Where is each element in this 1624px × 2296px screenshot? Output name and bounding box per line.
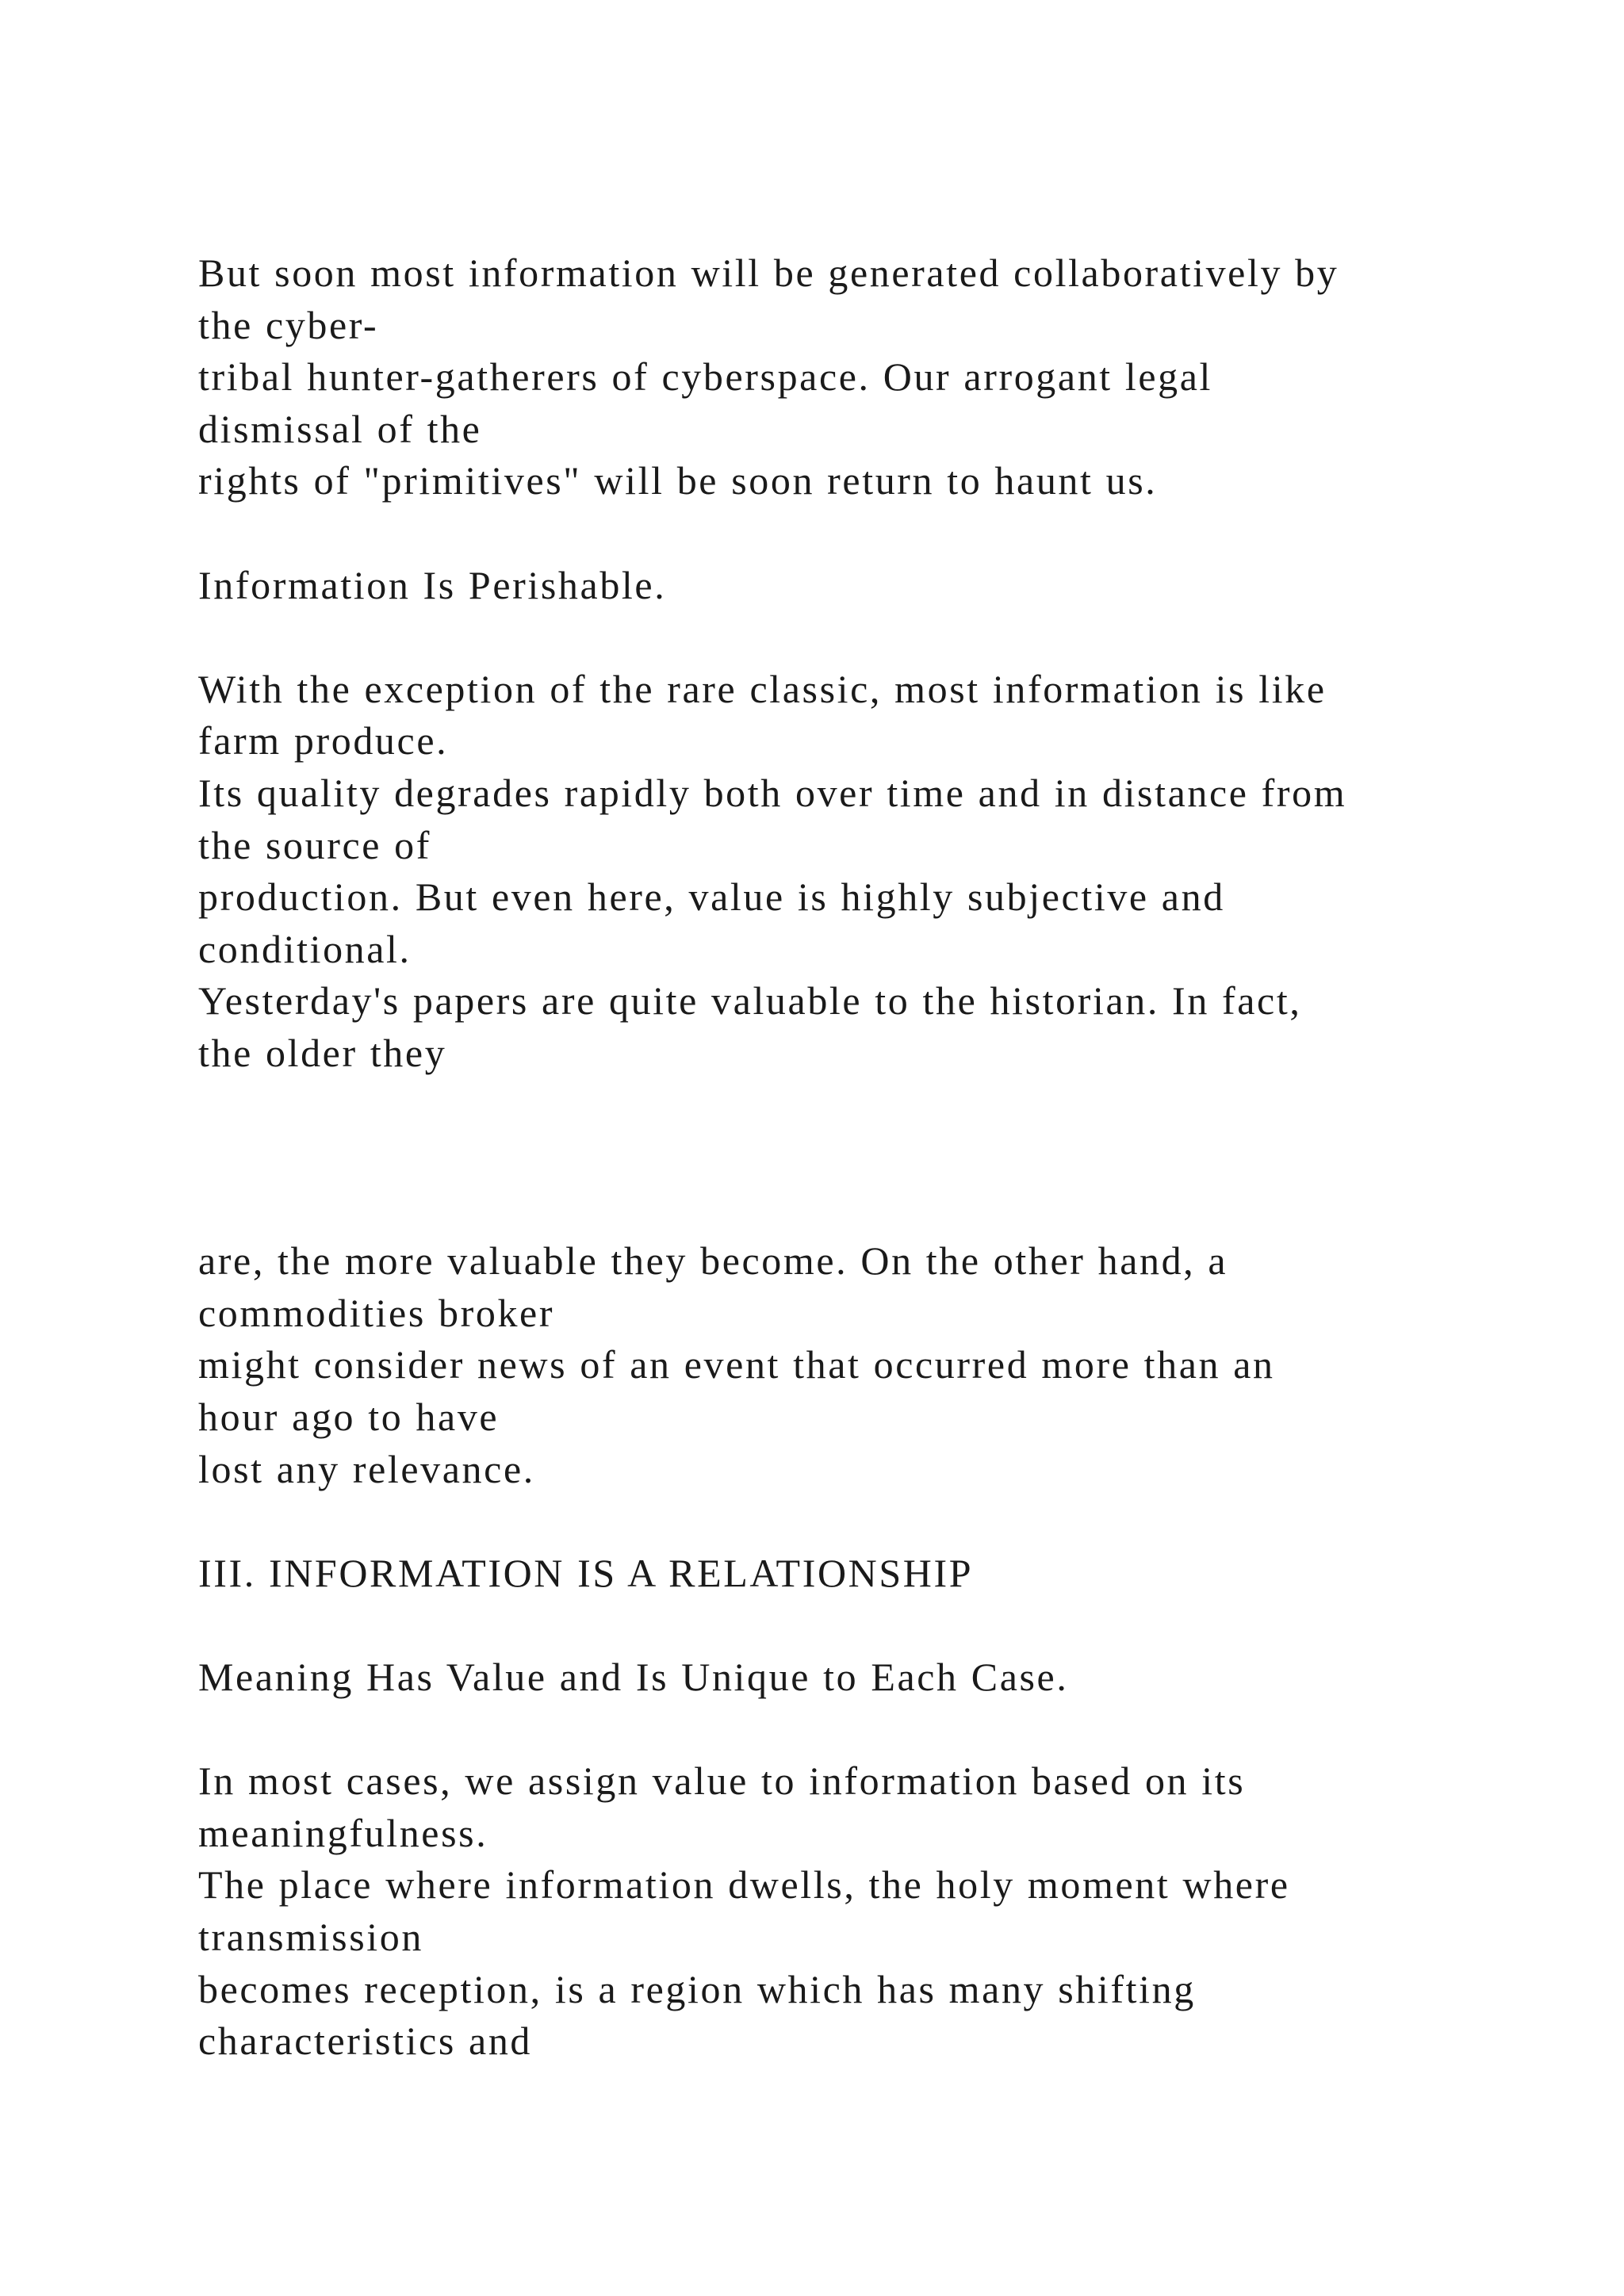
blank-line: [198, 1495, 1546, 1548]
text-line: rights of "primitives" will be soon return to haunt us.: [198, 458, 1158, 503]
text-line: Yesterday's papers are quite valuable to the historian. In fact,: [198, 978, 1302, 1024]
text-line: tribal hunter-gatherers of cyberspace. Our arrogant legal: [198, 354, 1213, 400]
text-line: characteristics and: [198, 2019, 533, 2064]
text-line: Its quality degrades rapidly both over time and in distance from: [198, 770, 1347, 815]
text-line: the cyber-: [198, 302, 379, 347]
text-line: dismissal of the: [198, 406, 482, 451]
text-line: But soon most information will be generated collaboratively by: [198, 251, 1339, 295]
text-line: conditional.: [198, 926, 412, 971]
text-line: the older they: [198, 1030, 447, 1075]
blank-line: [198, 1704, 1546, 1756]
text-line: transmission: [198, 1915, 423, 1960]
body-text: [198, 247, 1546, 2068]
blank-line: [198, 611, 1546, 664]
page-break-gap: [198, 1080, 1546, 1236]
text-line: commodities broker: [198, 1290, 555, 1335]
text-line: farm produce.: [198, 718, 449, 763]
text-line: The place where information dwells, the holy moment where: [198, 1862, 1290, 1908]
section-subheading: Meaning Has Value and Is Unique to Each Case.: [198, 1655, 1069, 1700]
text-line: the source of: [198, 822, 432, 867]
text-line: hour ago to have: [198, 1395, 500, 1440]
section-subheading: Information Is Perishable.: [198, 562, 667, 607]
blank-line: [198, 507, 1546, 560]
blank-line: [198, 1599, 1546, 1651]
text-line: becomes reception, is a region which has many shifting: [198, 1966, 1196, 2011]
text-line: meaningfulness.: [198, 1810, 488, 1855]
text-line: In most cases, we assign value to information based on its: [198, 1758, 1246, 1804]
text-line: might consider news of an event that occurred more than an: [198, 1342, 1275, 1387]
text-line: production. But even here, value is highly subjective and: [198, 874, 1225, 920]
section-heading: III. INFORMATION IS A RELATIONSHIP: [198, 1550, 974, 1595]
text-line: With the exception of the rare classic, most information is like: [198, 666, 1327, 711]
text-line: are, the more valuable they become. On the other hand, a: [198, 1238, 1228, 1284]
text-line: lost any relevance.: [198, 1446, 535, 1491]
